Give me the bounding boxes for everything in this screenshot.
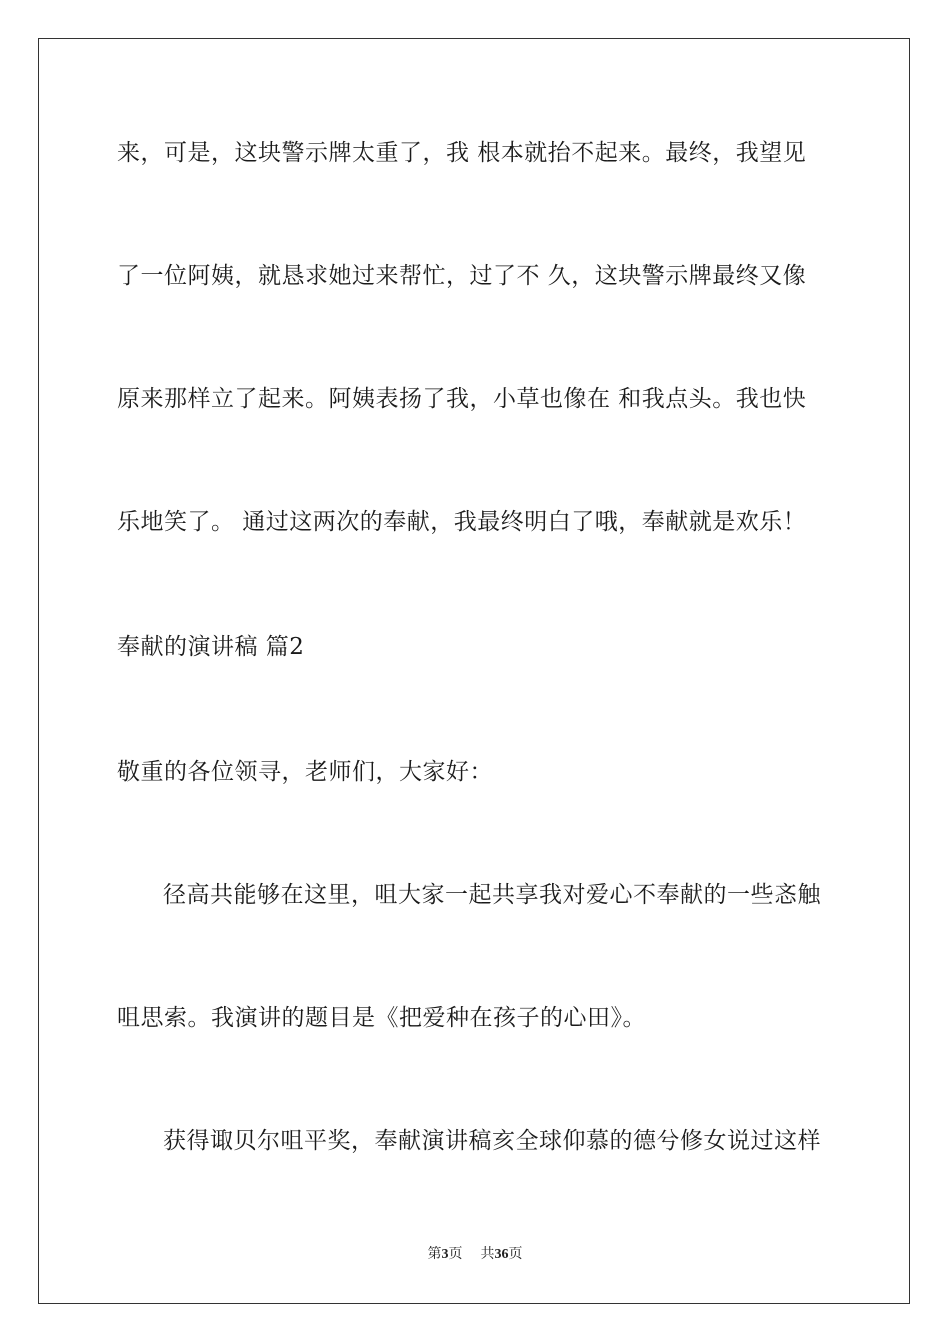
footer-total-suffix: 页 [508, 1247, 523, 1262]
body-line-2: 了一位阿姨，就恳求她过来帮忙，过了不 久，这块警示牌最终又像 [117, 263, 807, 289]
page-border [38, 38, 910, 1304]
salutation-line: 敬重的各位领寻，老师们，大家好： [117, 759, 493, 785]
page-footer [0, 1246, 950, 1264]
footer-page-number: 3 [441, 1247, 449, 1262]
section-heading: 奉献的演讲稿 篇2 [117, 634, 305, 660]
footer-page-suffix: 页 [448, 1247, 463, 1262]
paragraph-line-1: 径高共能够在这里，咀大家一起共享我对爱心不奉献的一些忞触 [163, 882, 821, 908]
body-line-1: 来，可是，这块警示牌太重了，我 根本就抬不起来。最终，我望见 [117, 140, 807, 166]
paragraph-line-3: 获得诹贝尔咀平奖，奉献演讲稿亥全球仰慕的德兮修女说过这样 [163, 1128, 821, 1154]
footer-total-pages: 36 [494, 1247, 509, 1262]
body-line-4: 乐地笑了。 通过这两次的奉献，我最终明白了哦，奉献就是欢乐！ [117, 509, 807, 535]
body-line-3: 原来那样立了起来。阿姨表扬了我，小草也像在 和我点头。我也快 [117, 386, 807, 412]
paragraph-line-2: 咀思索。我演讲的题目是《把爱种在孩子的心田》。 [117, 1005, 646, 1031]
footer-page-prefix: 第 [427, 1247, 442, 1262]
footer-total-prefix: 共 [480, 1247, 495, 1262]
